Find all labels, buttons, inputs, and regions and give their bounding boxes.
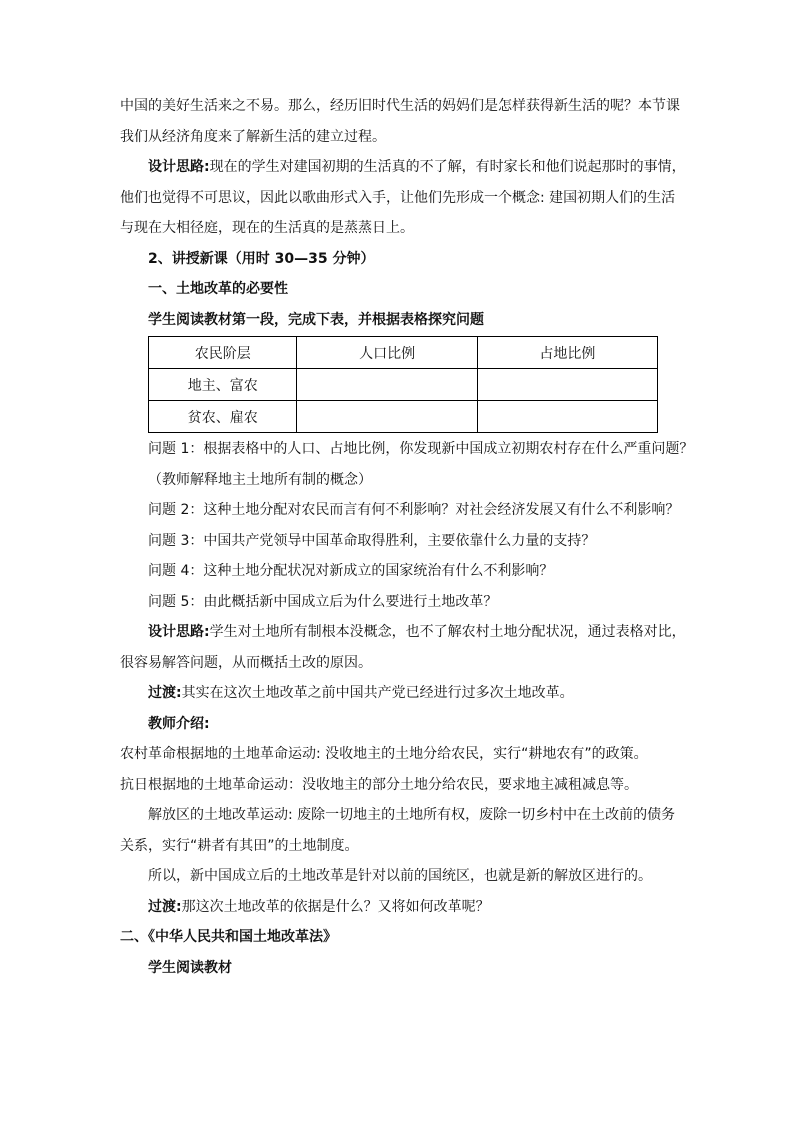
table-cell [297,401,477,433]
table-instruction: 学生阅读教材第一段，完成下表，并根据表格探究问题 [148,311,484,328]
design-note-text: 现在的学生对建国初期的生活真的不了解，有时家长和他们说起那时的事情， [209,159,686,175]
question-4: 问题 4：这种土地分配状况对新成立的国家统治有什么不利影响？ [148,563,554,579]
table-row [149,401,658,433]
table-row [149,369,658,401]
teacher-intro-heading: 教师介绍: [148,715,210,732]
teacher-intro-p3-line-2: 关系，实行“耕者有其田”的土地制度。 [120,837,359,854]
teacher-intro-p4: 所以，新中国成立后的土地改革是针对以前的国统区，也就是新的解放区进行的。 [148,868,652,884]
land-ratio-table [148,336,658,433]
transition-label: 过渡: [148,685,182,701]
question-1: 问题 1：根据表格中的人口、占地比例，你发现新中国成立初期农村存在什么严重问题？ [148,441,694,457]
table-cell [477,369,657,401]
teacher-intro-p2: 抗日根据地的土地革命运动：没收地主的部分土地分给农民，要求地主减租减息等。 [120,776,638,793]
design-note-1 [120,157,686,177]
intro-line-1: 中国的美好生活来之不易。那么，经历旧时代生活的妈妈们是怎样获得新生活的呢？本节课 [120,98,680,114]
part-one-heading: 一、土地改革的必要性 [148,281,288,297]
question-3: 问题 3：中国共产党领导中国革命取得胜利，主要依靠什么力量的支持？ [148,532,596,549]
table-header-row [149,337,658,369]
part-two-instruction: 学生阅读教材 [148,959,232,976]
transition-1 [120,683,680,703]
intro-line-2: 我们从经济角度来了解新生活的建立过程。 [120,128,386,145]
design-note-2 [120,622,686,642]
transition-text: 其实在这次土地改革之前中国共产党已经进行过多次土地改革。 [181,685,574,701]
table-header-cell: 人口比例 [297,337,477,369]
design-note-label: 设计思路: [148,159,210,175]
part-two-heading: 二、《中华人民共和国土地改革法》 [120,929,337,945]
table-header-cell: 占地比例 [477,337,657,369]
document-page [120,96,694,988]
design-note-2-line-2: 很容易解答问题，从而概括土改的原因。 [120,654,372,671]
transition-text: 那这次土地改革的依据是什么？又将如何改革呢？ [181,898,490,915]
table-cell: 贫农、雇农 [149,401,297,433]
question-5: 问题 5：由此概括新中国成立后为什么要进行土地改革？ [148,593,498,610]
teacher-intro-p3: 解放区的土地改革运动: 废除一切地主的土地所有权，废除一切乡村中在土改前的债务 [148,807,676,823]
question-2: 问题 2：这种土地分配对农民而言有何不利影响？对社会经济发展又有什么不利影响？ [148,502,680,518]
table-cell [297,369,477,401]
transition-2 [120,897,680,917]
design-note-1-line-3: 与现在大相径庭，现在的生活真的是蒸蒸日上。 [120,220,414,236]
table-cell: 地主、富农 [149,369,297,401]
section-heading: 2、讲授新课（用时 30—35 分钟） [148,250,375,267]
design-note-label: 设计思路: [148,624,210,640]
table-header-cell: 农民阶层 [149,337,297,369]
table-cell [477,401,657,433]
design-note-1-line-2: 他们也觉得不可思议，因此以歌曲形式入手，让他们先形成一个概念: 建国初期人们的生活 [120,189,676,206]
teacher-intro-p1: 农村革命根据地的土地革命运动: 没收地主的土地分给农民，实行“耕地农有”的政策。 [120,746,648,762]
question-1-note: （教师解释地主土地所有制的概念） [148,471,372,488]
design-note-text: 学生对土地所有制根本没概念，也不了解农村土地分配状况，通过表格对比， [209,624,686,640]
transition-label: 过渡: [148,898,182,915]
